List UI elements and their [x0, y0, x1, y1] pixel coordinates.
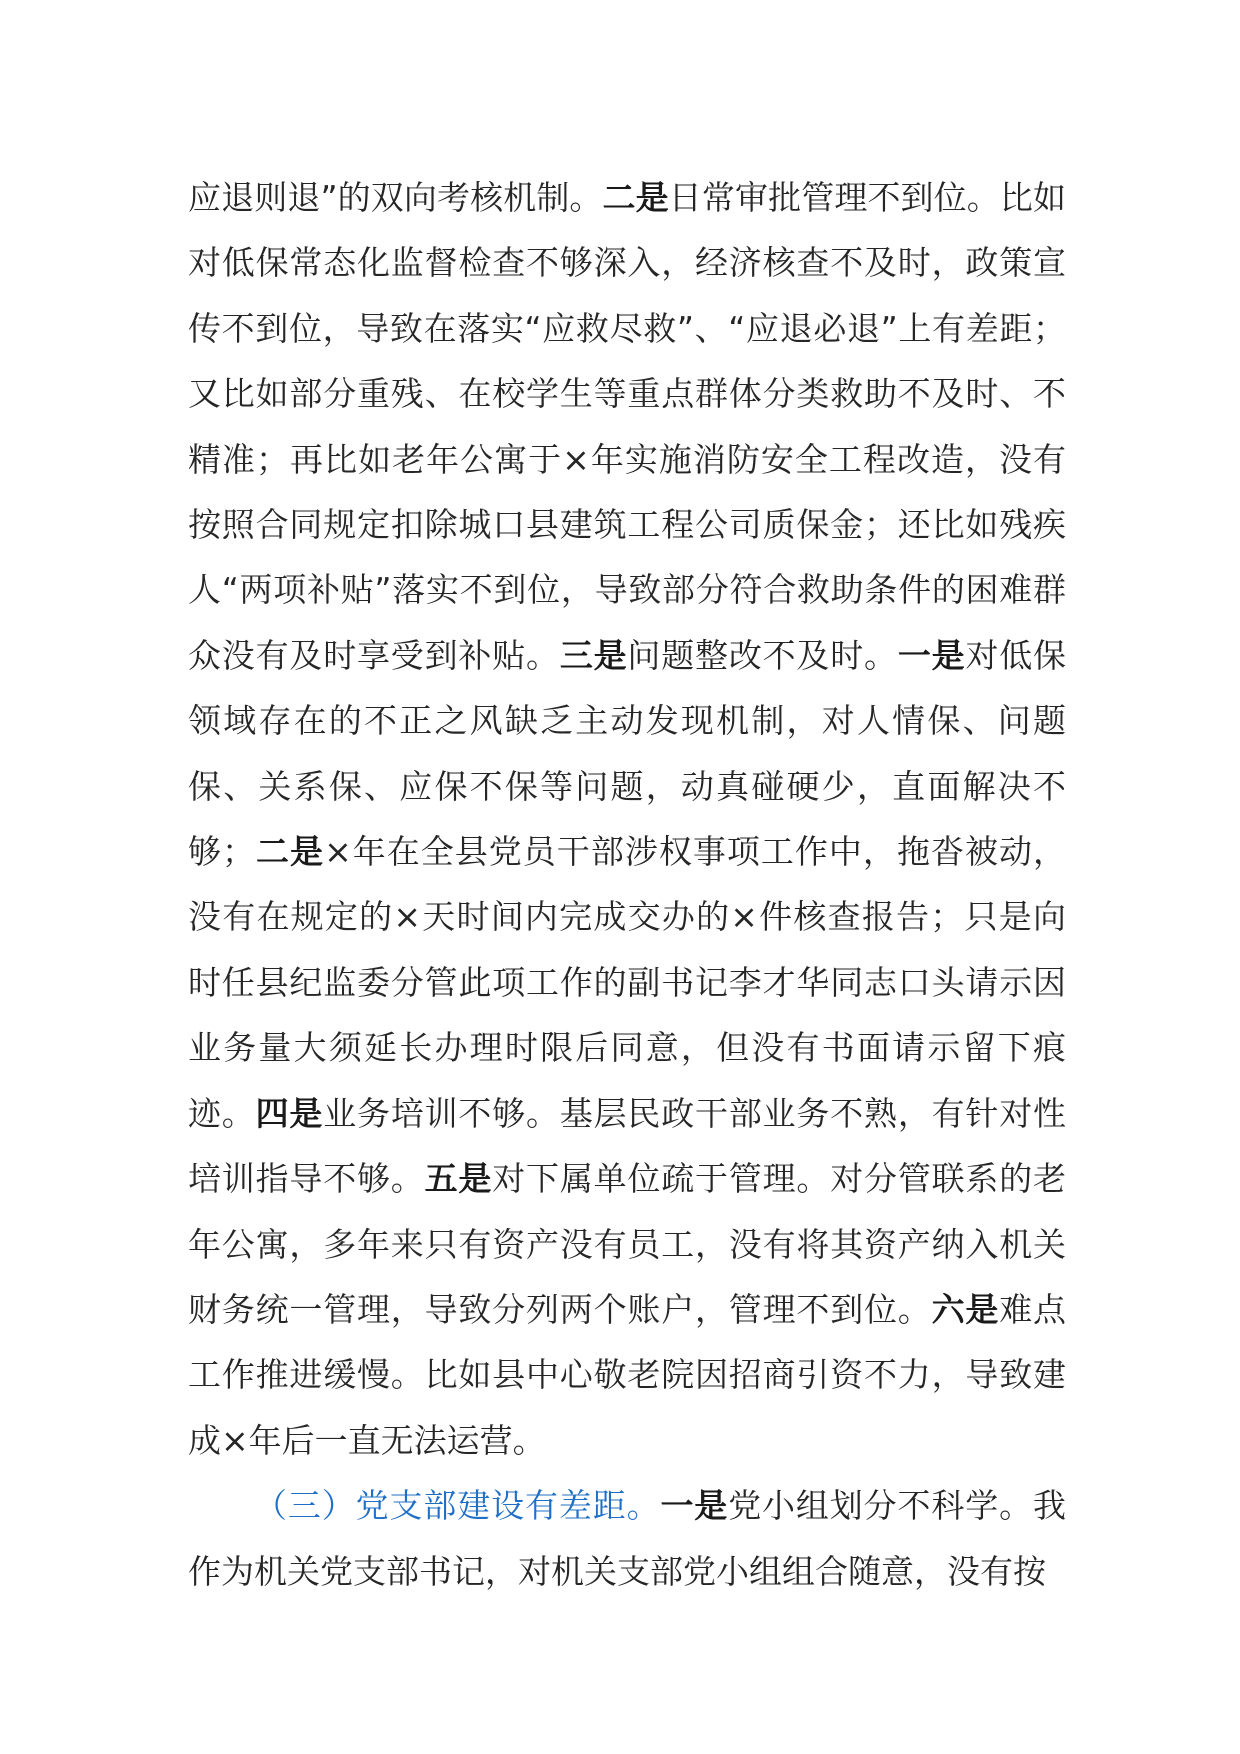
text-segment: 应退则退”的双向考核机制。 — [188, 178, 603, 217]
bold-label: 二是 — [255, 832, 325, 872]
section-heading: （三）党支部建设有差距。 — [254, 1486, 661, 1526]
text-segment: 对低保领域存在的不正之风缺乏主动发现机制，对人情保、问题保、关系保、应保不保等问题，动真碰硬少，直面解决不够； — [188, 635, 1067, 872]
text-segment: 对下属单位疏于管理。对分管联系的老年公寓，多年来只有资产没有员工，没有将其资产纳入机关财务统一管理，导致分列两个账户，管理不到位。 — [188, 1159, 1067, 1329]
document-body — [188, 165, 1066, 1604]
text-segment: 难点工作推进缓慢。比如县中心敬老院因招商引资不力，导致建成×年后一直无法运营。 — [188, 1289, 1067, 1460]
bold-label: 三是 — [559, 635, 628, 675]
bold-label: 一是 — [897, 635, 966, 675]
bold-label: 五是 — [424, 1159, 493, 1199]
bold-label: 一是 — [660, 1486, 729, 1526]
text-segment: 业务培训不够。基层民政干部业务不熟，有针对性培训指导不够。 — [188, 1093, 1067, 1199]
text-segment: ×年在全县党员干部涉权事项工作中，拖沓被动，没有在规定的×天时间内完成交办的×件核查报告；只是向时任县纪监委分管此项工作的副书记李才华同志口头请示因业务量大须延长办理时限后同意，但没有书面请示留下痕迹。 — [188, 832, 1067, 1133]
paragraph-party-branch — [188, 1473, 1066, 1604]
text-segment: 日常审批管理不到位。比如对低保常态化监督检查不够深入，经济核查不及时，政策宣传不到位，导致在落实“应救尽救”、“应退必退”上有差距；又比如部分重残、在校学生等重点群体分类救助不及时、不精准；再比如老年公寓于×年实施消防安全工程改造，没有按照合同规定扣除城口县建筑工程公司质保金；还比如残疾人“两项补贴”落实不到位，导致部分符合救助条件的困难群众没有及时享受到补贴。 — [188, 178, 1067, 675]
bold-label: 六是 — [931, 1289, 1000, 1329]
bold-label: 二是 — [602, 178, 669, 217]
text-segment: 问题整改不及时。 — [627, 635, 898, 675]
paragraph-problems — [188, 165, 1066, 1473]
bold-label: 四是 — [255, 1093, 324, 1133]
text-segment: 党小组划分不科学。我作为机关党支部书记，对机关支部党小组组合随意，没有按 — [188, 1486, 1067, 1591]
